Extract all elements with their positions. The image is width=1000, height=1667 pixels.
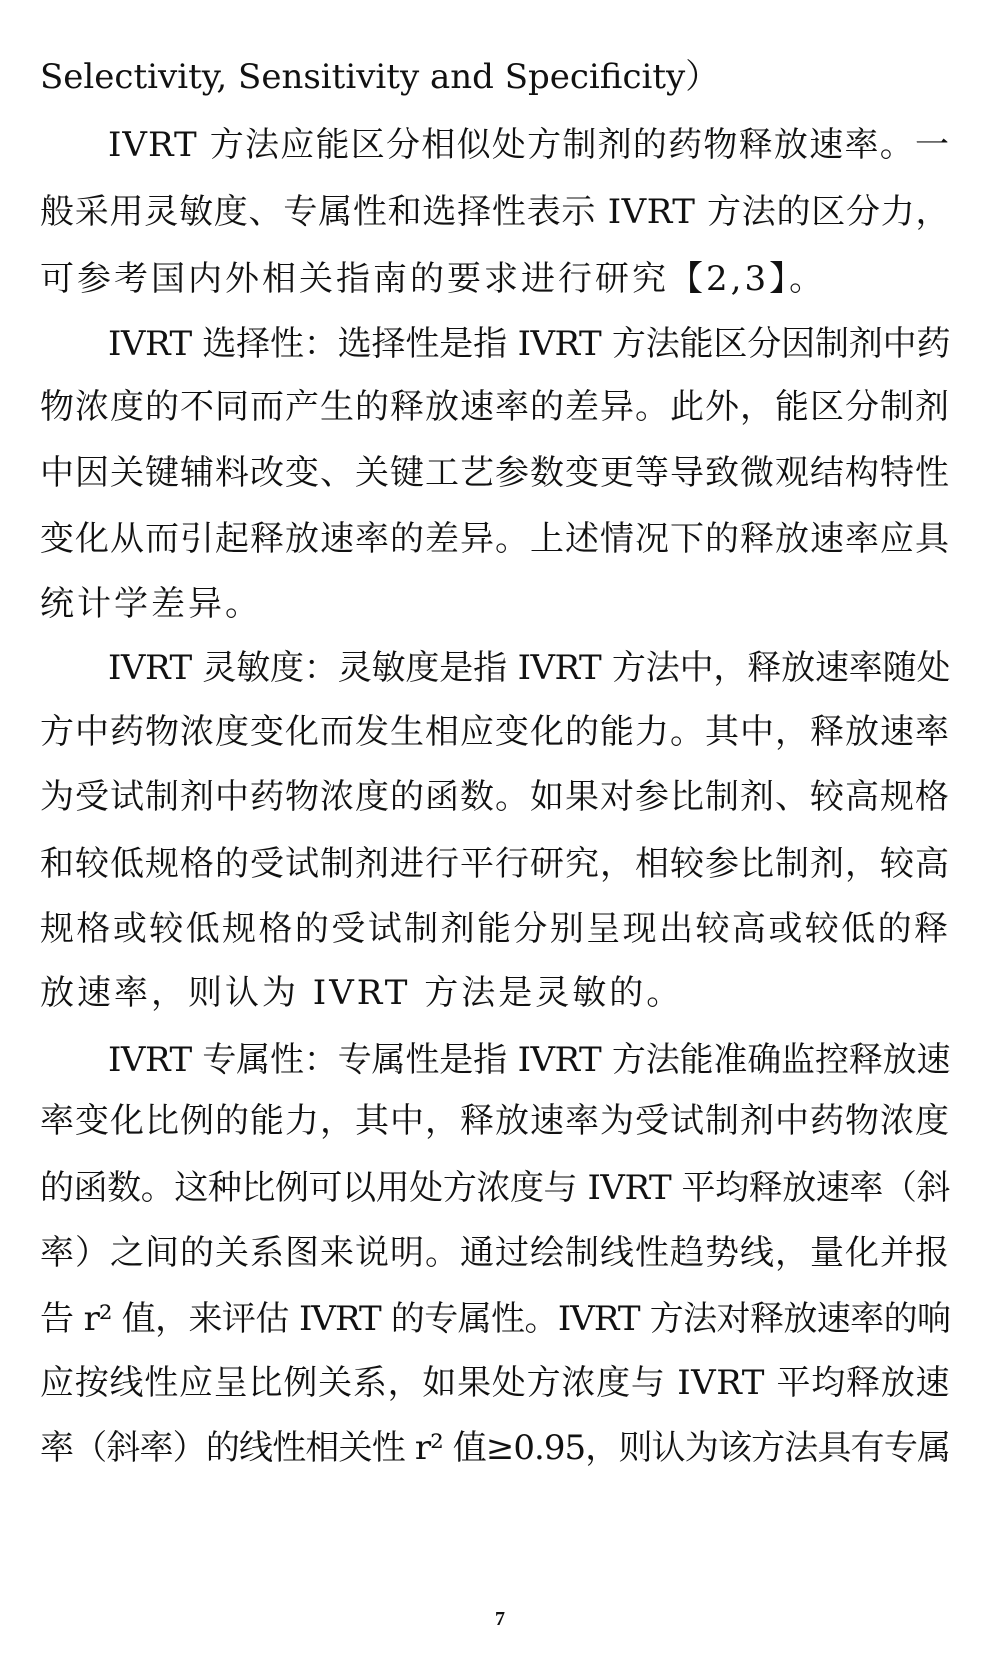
text-line: Selectivity, Sensitivity and Specificity） bbox=[40, 57, 720, 97]
text-line: 物浓度的不同而产生的释放速率的差异。此外，能区分制剂 bbox=[40, 387, 950, 427]
text-line: 为受试制剂中药物浓度的函数。如果对参比制剂、较高规格 bbox=[40, 777, 950, 817]
text-line: IVRT 方法应能区分相似处方制剂的药物释放速率。一 bbox=[108, 125, 950, 165]
text-line: IVRT 灵敏度：灵敏度是指 IVRT 方法中，释放速率随处 bbox=[108, 648, 950, 688]
page-number: 7 bbox=[495, 1608, 505, 1630]
text-line: IVRT 专属性：专属性是指 IVRT 方法能准确监控释放速 bbox=[108, 1040, 950, 1080]
text-line: 般采用灵敏度、专属性和选择性表示 IVRT 方法的区分力， bbox=[40, 192, 950, 232]
text-line: 规格或较低规格的受试制剂能分别呈现出较高或较低的释 bbox=[40, 909, 950, 949]
text-line: 的函数。这种比例可以用处方浓度与 IVRT 平均释放速率（斜 bbox=[40, 1168, 950, 1208]
text-line: 变化从而引起释放速率的差异。上述情况下的释放速率应具 bbox=[40, 519, 950, 559]
text-line: 应按线性应呈比例关系，如果处方浓度与 IVRT 平均释放速 bbox=[40, 1363, 950, 1403]
text-line: 中因关键辅料改变、关键工艺参数变更等导致微观结构特性 bbox=[40, 453, 950, 493]
text-line: 放速率，则认为 IVRT 方法是灵敏的。 bbox=[40, 973, 684, 1013]
text-line: 告 r² 值，来评估 IVRT 的专属性。IVRT 方法对释放速率的响 bbox=[40, 1299, 950, 1339]
text-line: 率（斜率）的线性相关性 r² 值≥0.95，则认为该方法具有专属 bbox=[40, 1428, 950, 1468]
text-line: 统计学差异。 bbox=[40, 584, 262, 624]
text-line: 方中药物浓度变化而发生相应变化的能力。其中，释放速率 bbox=[40, 712, 950, 752]
text-line: 可参考国内外相关指南的要求进行研究【2,3】。 bbox=[40, 259, 827, 299]
text-line: 率变化比例的能力，其中，释放速率为受试制剂中药物浓度 bbox=[40, 1101, 950, 1141]
text-line: IVRT 选择性：选择性是指 IVRT 方法能区分因制剂中药 bbox=[108, 324, 950, 364]
text-line: 和较低规格的受试制剂进行平行研究，相较参比制剂，较高 bbox=[40, 844, 950, 884]
text-line: 率）之间的关系图来说明。通过绘制线性趋势线，量化并报 bbox=[40, 1233, 950, 1273]
